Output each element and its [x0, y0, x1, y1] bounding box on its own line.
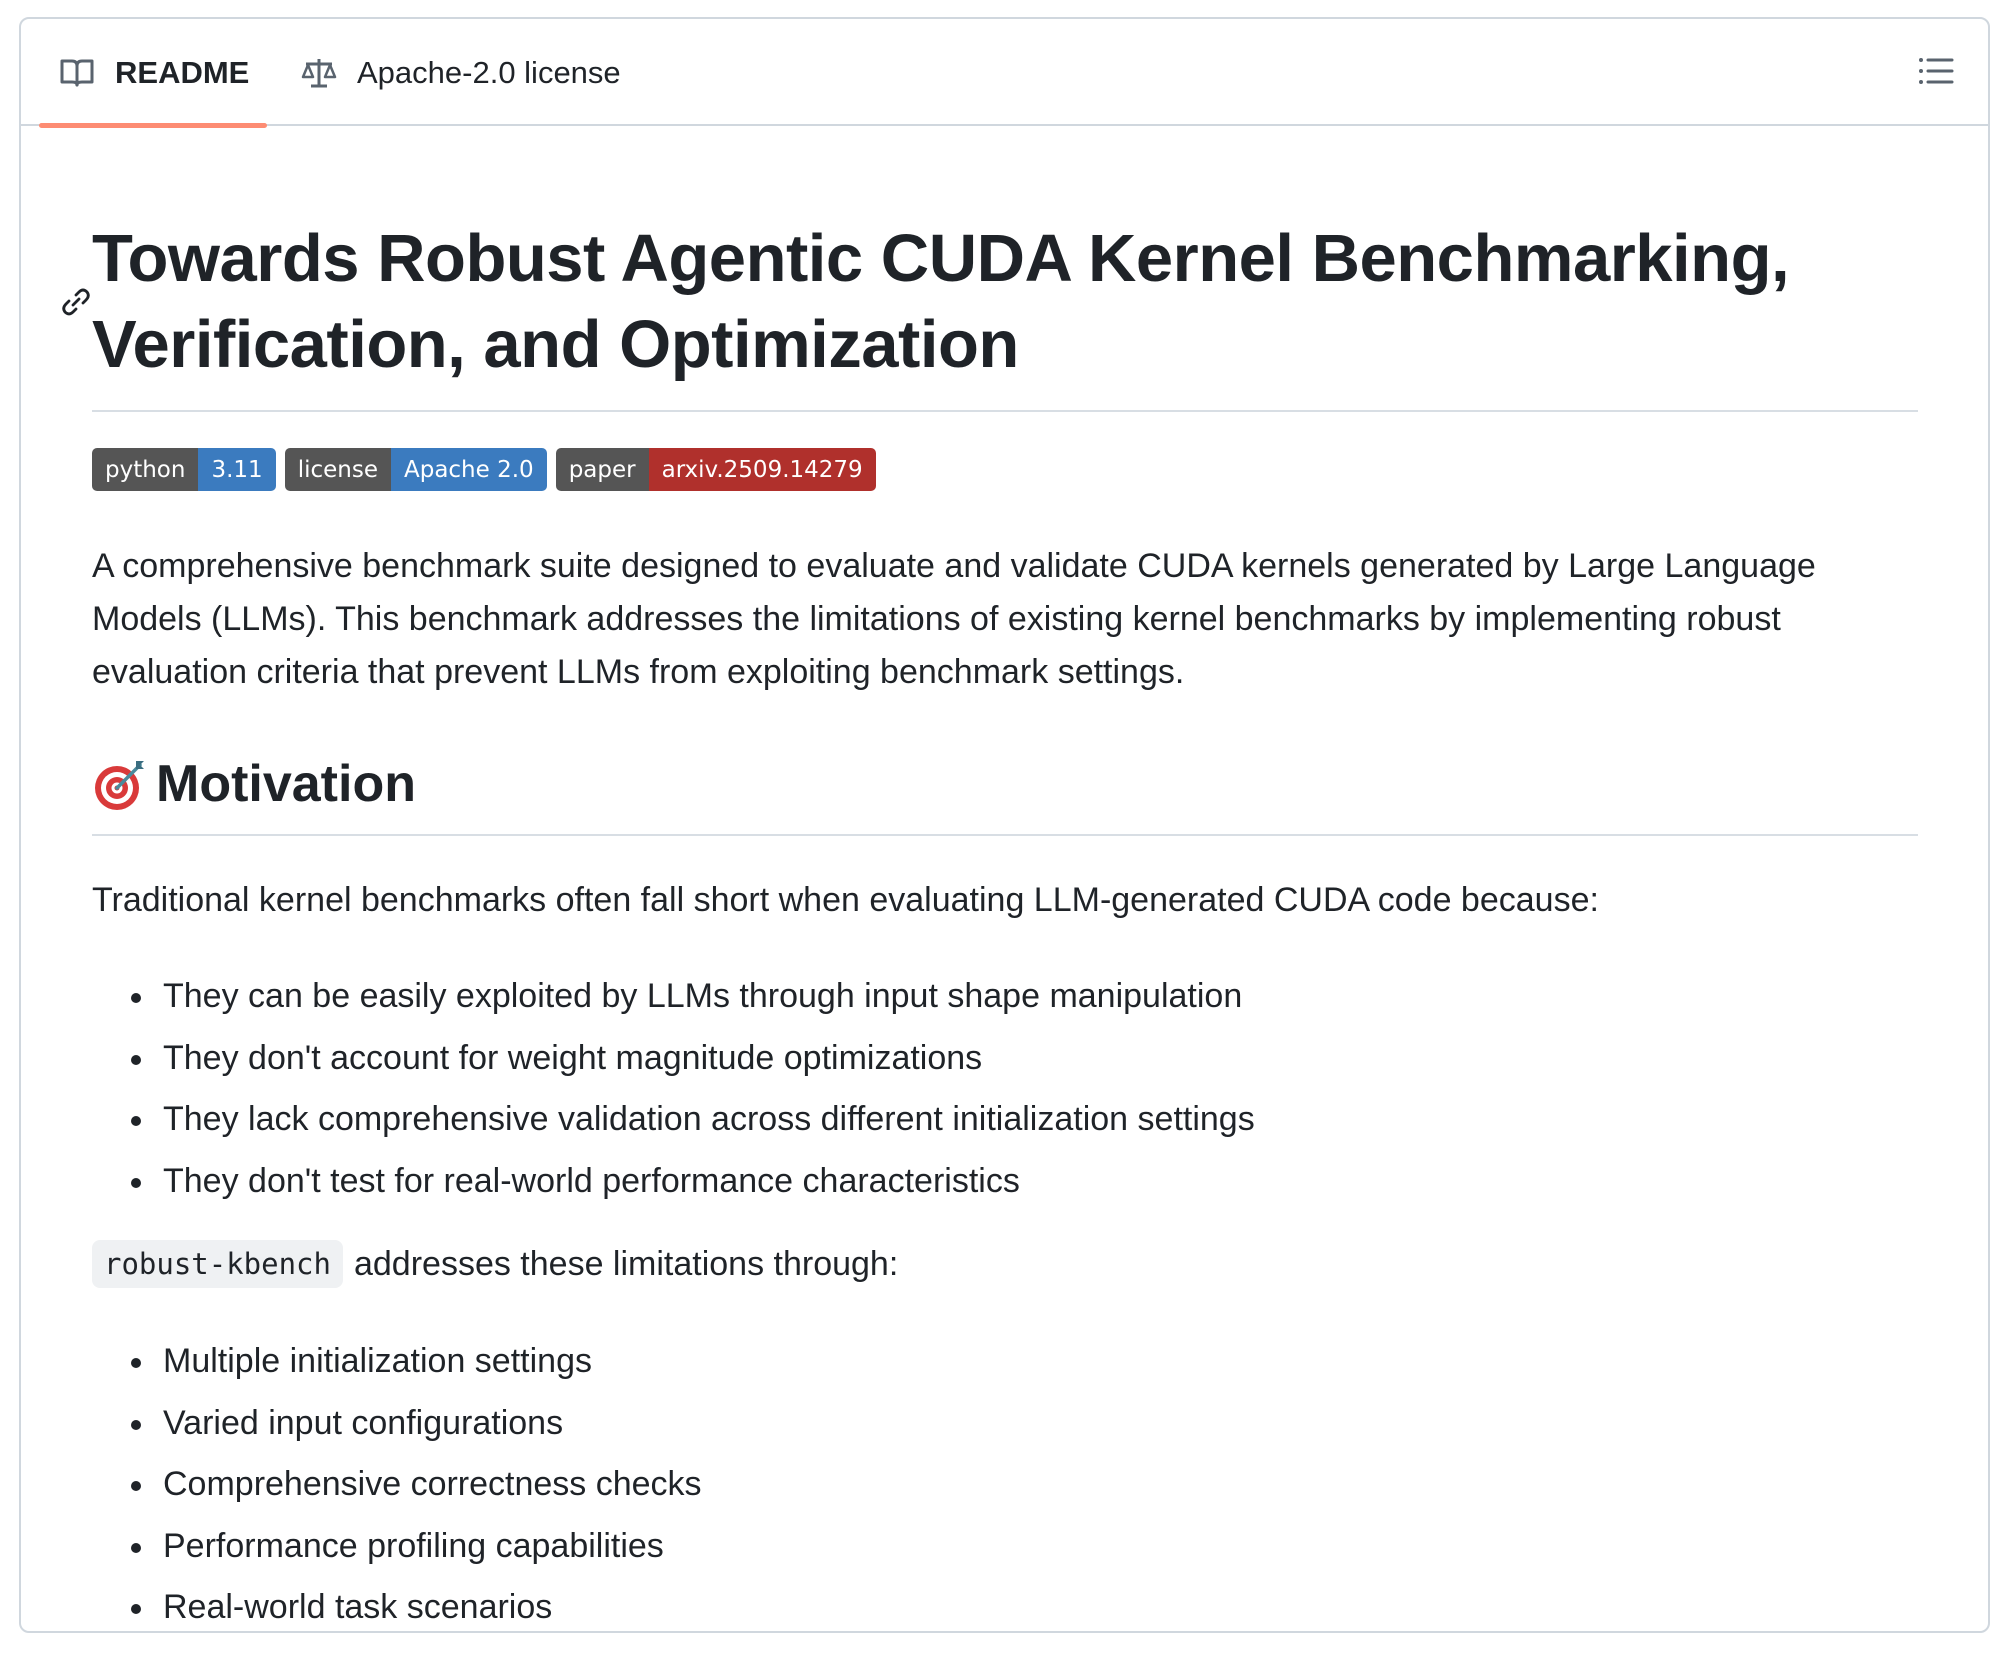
active-tab-indicator: [39, 123, 267, 128]
list-unordered-icon: [1918, 56, 1954, 91]
motivation-heading: [92, 754, 416, 814]
list-item: Performance profiling capabilities: [92, 1516, 702, 1578]
readme-title: Towards Robust Agentic CUDA Kernel Benchmarking, Verification, and Optimization: [92, 221, 1790, 382]
list-item: Comprehensive correctness checks: [92, 1454, 702, 1516]
solutions-list: [92, 1331, 702, 1633]
badge-value: Apache 2.0: [391, 448, 547, 491]
title-divider: [92, 410, 1918, 412]
scale-icon: [299, 53, 339, 93]
tab-readme[interactable]: [39, 19, 267, 126]
motivation-divider: [92, 834, 1918, 836]
badge-label: python: [92, 448, 198, 491]
outline-toggle-button[interactable]: [1912, 49, 1960, 97]
solution-lead-text: addresses these limitations through:: [353, 1244, 899, 1283]
list-item: They can be easily exploited by LLMs through input shape manipulation: [92, 966, 1255, 1028]
inline-code: robust-kbench: [92, 1240, 343, 1288]
badge-value: arxiv.2509.14279: [649, 448, 876, 491]
intro-paragraph: A comprehensive benchmark suite designed to evaluate and validate CUDA kernels generated by Large Language Models (LLMs). This benchmark addresses the limitations of existing kernel benchmarks by implementing robust evaluation criteria that prevent LLMs from exploiting benchmark settings.: [92, 547, 1816, 691]
list-item: They don't test for real-world performance characteristics: [92, 1151, 1255, 1213]
list-item: Real-world task scenarios: [92, 1577, 702, 1633]
paper-badge[interactable]: [556, 448, 876, 491]
list-item: Multiple initialization settings: [92, 1331, 702, 1393]
tab-license[interactable]: [289, 19, 631, 126]
readme-panel: [19, 17, 1990, 1633]
solution-lead: [92, 1240, 898, 1288]
direct-hit-icon: [92, 755, 150, 813]
book-icon: [57, 53, 97, 93]
tab-license-label: Apache-2.0 license: [357, 54, 621, 90]
motivation-heading-text: Motivation: [156, 755, 416, 813]
badge-label: license: [285, 448, 391, 491]
tab-readme-label: README: [115, 54, 250, 90]
list-item: Varied input configurations: [92, 1393, 702, 1455]
link-icon: [60, 286, 92, 323]
list-item: They don't account for weight magnitude optimizations: [92, 1028, 1255, 1090]
badge-row: [92, 448, 876, 491]
list-item: They lack comprehensive validation across different initialization settings: [92, 1089, 1255, 1151]
python-version-badge[interactable]: [92, 448, 276, 491]
readme-tabbar: [21, 19, 1988, 126]
heading-anchor-link[interactable]: [57, 285, 95, 323]
motivation-lead: Traditional kernel benchmarks often fall short when evaluating LLM-generated CUDA code because:: [92, 881, 1599, 919]
license-badge[interactable]: [285, 448, 547, 491]
problems-list: [92, 966, 1255, 1212]
badge-label: paper: [556, 448, 649, 491]
badge-value: 3.11: [198, 448, 275, 491]
